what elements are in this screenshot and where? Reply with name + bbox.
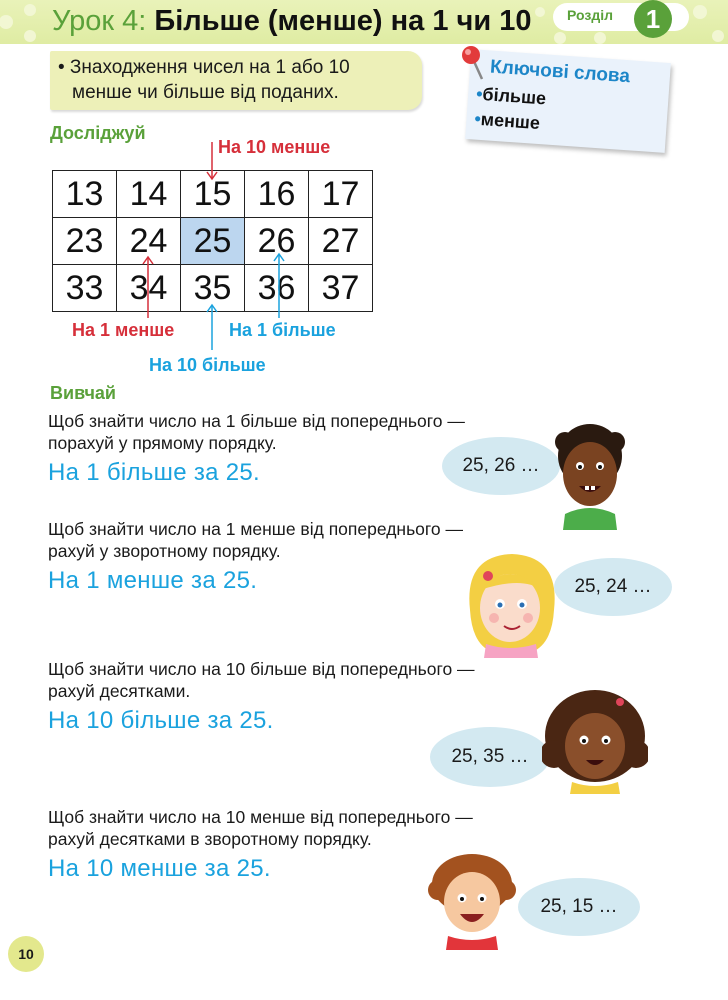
grid-cell: 37: [309, 265, 373, 312]
grid-cell: 17: [309, 171, 373, 218]
speech-bubble: 25, 26 …: [442, 437, 560, 495]
keywords-title: Ключові слова: [489, 56, 631, 88]
grid-cell: 15: [181, 171, 245, 218]
rule-line: рахуй десятками в зворотному порядку.: [48, 829, 372, 849]
rule-text: [48, 518, 463, 562]
grid-cell: 13: [53, 171, 117, 218]
girl-curly-hair-icon: [542, 684, 648, 794]
objective-line-1: • Знаходження чисел на 1 або 10: [58, 57, 350, 78]
pushpin-icon: [458, 43, 492, 83]
keywords-note: [465, 49, 671, 153]
label-one-more: На 1 більше: [229, 320, 336, 340]
grid-cell: 23: [53, 218, 117, 265]
grid-cell: 27: [309, 218, 373, 265]
grid-cell: 35: [181, 265, 245, 312]
objective-line-2: менше чи більше від поданих.: [72, 82, 339, 103]
grid-cell-highlighted: 25: [181, 218, 245, 265]
grid-cell: 36: [245, 265, 309, 312]
rule-line: Щоб знайти число на 10 менше від попереднього —: [48, 807, 473, 827]
lesson-title-text: Більше (менше) на 1 чи 10: [154, 5, 532, 37]
speech-bubble: 25, 15 …: [518, 878, 640, 936]
example-text: На 1 менше за 25.: [48, 567, 258, 594]
grid-cell: 16: [245, 171, 309, 218]
example-text: На 1 більше за 25.: [48, 459, 261, 486]
lesson-objective-box: [50, 51, 422, 110]
rule-text: [48, 410, 465, 454]
number-grid: [52, 170, 373, 312]
lesson-number: Урок 4:: [52, 5, 147, 37]
girl-blonde-hair-icon: [462, 548, 562, 658]
example-text: На 10 більше за 25.: [48, 707, 274, 734]
grid-cell: 26: [245, 218, 309, 265]
grid-cell: 14: [117, 171, 181, 218]
rule-line: порахуй у прямому порядку.: [48, 433, 277, 453]
grid-row: [53, 218, 373, 265]
grid-cell: 24: [117, 218, 181, 265]
rule-line: Щоб знайти число на 1 менше від попереднього —: [48, 519, 464, 539]
learn-heading: Вивчай: [50, 383, 116, 403]
speech-bubble: 25, 24 …: [554, 558, 672, 616]
label-one-less: На 1 менше: [72, 320, 175, 340]
label-ten-less: На 10 менше: [218, 137, 331, 157]
grid-row: [53, 265, 373, 312]
lesson-title: [52, 4, 532, 38]
grid-row: [53, 171, 373, 218]
explore-heading: Досліджуй: [50, 123, 146, 143]
speech-bubble: 25, 35 …: [430, 727, 550, 787]
rule-line: рахуй у зворотному порядку.: [48, 541, 281, 561]
label-ten-more: На 10 більше: [149, 355, 266, 375]
rule-text: [48, 806, 473, 850]
boy-curly-hair-icon: [553, 418, 627, 530]
section-label: Розділ: [567, 7, 613, 23]
rule-line: рахуй десятками.: [48, 681, 191, 701]
example-text: На 10 менше за 25.: [48, 855, 271, 882]
lesson-header: [0, 0, 728, 44]
grid-cell: 33: [53, 265, 117, 312]
boy-brown-hair-icon: [426, 850, 518, 950]
rule-line: Щоб знайти число на 1 більше від попереднього —: [48, 411, 465, 431]
keyword-item: • менше: [474, 109, 541, 135]
grid-cell: 34: [117, 265, 181, 312]
rule-line: Щоб знайти число на 10 більше від попереднього —: [48, 659, 475, 679]
page-number: 10: [8, 936, 44, 972]
rule-text: [48, 658, 475, 702]
section-number-badge: 1: [634, 0, 672, 38]
keyword-item: • більше: [476, 84, 547, 110]
